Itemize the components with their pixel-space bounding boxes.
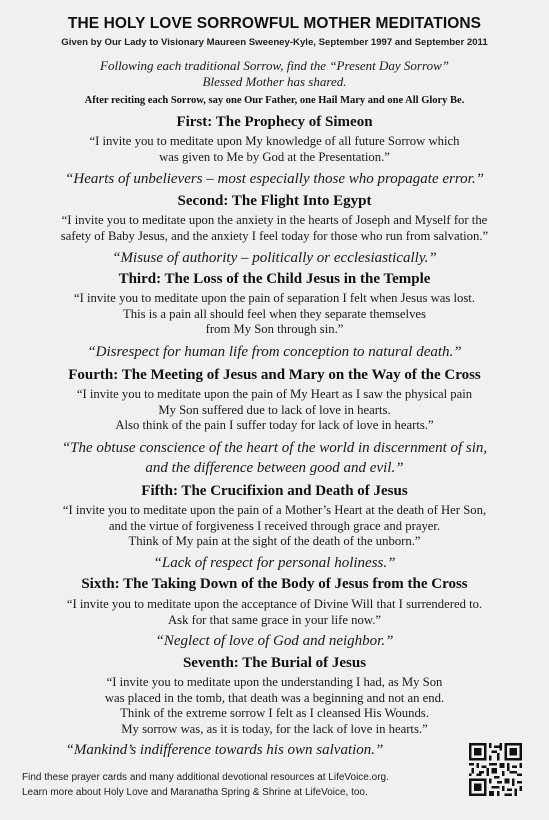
quote-line: “I invite you to meditate upon My knowledge of all future Sorrow which [89, 134, 460, 148]
quote-line: Think of the extreme sorrow I felt as I cleansed His Wounds. [120, 706, 429, 720]
qr-code-icon[interactable] [469, 743, 522, 796]
present-line: “Neglect of love of God and neighbor.” [155, 633, 394, 649]
present-line: “Misuse of authority – politically or ecclesiastically.” [112, 250, 437, 266]
sorrow-quote-third [14, 291, 535, 338]
quote-line: and the virtue of forgiveness I received through grace and prayer. [108, 518, 441, 533]
quote-line: Think of My pain at the sight of the death of the unborn.” [128, 534, 421, 548]
quote-line: This is a pain all should feel when they separate themselves [122, 306, 426, 321]
present-line: “Mankind’s indifference towards his own salvation.” [65, 742, 384, 758]
sorrow-quote-fourth [14, 387, 535, 434]
quote-line: My sorrow was, as it is today, for the lack of love in hearts.” [121, 721, 428, 736]
sorrow-heading-second: Second: The Flight Into Egypt [177, 193, 372, 209]
present-day-sorrow-seventh [0, 740, 499, 760]
intro-line: Following each traditional Sorrow, find the “Present Day Sorrow” [100, 58, 449, 73]
quote-line: Ask for that same grace in your life now.” [167, 612, 382, 627]
present-line: “The obtuse conscience of the heart of the world in discernment of sin, [61, 440, 488, 456]
footer-text [22, 770, 462, 800]
present-line: “Disrespect for human life from conception to natural death.” [87, 344, 462, 360]
footer-line: Find these prayer cards and many additional devotional resources at LifeVoice.org. [22, 772, 389, 783]
instruction-text: After reciting each Sorrow, say one Our Father, one Hail Mary and one All Glory Be. [84, 95, 465, 106]
sorrow-heading-fourth: Fourth: The Meeting of Jesus and Mary on the Way of the Cross [68, 367, 481, 383]
sorrow-heading-sixth: Sixth: The Taking Down of the Body of Jesus from the Cross [81, 576, 468, 592]
quote-line: was given to Me by God at the Presentation.” [159, 149, 390, 164]
quote-line: “I invite you to meditate upon the pain of My Heart as I saw the physical pain [76, 387, 473, 401]
present-day-sorrow-first [0, 169, 549, 189]
sorrow-heading-fifth: Fifth: The Crucifixion and Death of Jesus [141, 483, 408, 499]
quote-line: “I invite you to meditate upon the pain of a Mother’s Heart at the death of Her Son, [62, 503, 487, 517]
sorrow-quote-seventh [14, 675, 535, 737]
present-line: “Hearts of unbelievers – most especially those who propagate error.” [65, 171, 484, 187]
sorrow-quote-sixth [14, 597, 535, 628]
sorrow-quote-second [14, 213, 535, 244]
sorrow-heading-third: Third: The Loss of the Child Jesus in the Temple [118, 271, 431, 287]
quote-line: from My Son through sin.” [205, 322, 344, 336]
quote-line: safety of Baby Jesus, and the anxiety I feel today for those who run from salvation.” [60, 228, 489, 243]
present-line: and the difference between good and evil.” [145, 460, 404, 476]
quote-line: “I invite you to meditate upon the acceptance of Divine Will that I surrendered to. [66, 597, 483, 611]
quote-line: “I invite you to meditate upon the anxiety in the hearts of Joseph and Myself for the [61, 213, 488, 227]
present-line: “Lack of respect for personal holiness.” [153, 555, 396, 571]
quote-line: Also think of the pain I suffer today for lack of love in hearts.” [115, 418, 434, 432]
page-subtitle: Given by Our Lady to Visionary Maureen Sweeney-Kyle, September 1997 and September 2011 [61, 37, 488, 48]
intro-line: Blessed Mother has shared. [202, 74, 347, 89]
quote-line: was placed in the tomb, that death was a beginning and not an end. [104, 690, 445, 705]
present-day-sorrow-second [0, 248, 549, 268]
present-day-sorrow-fourth [0, 438, 549, 478]
sorrow-quote-first [14, 134, 535, 165]
present-day-sorrow-fifth [0, 553, 549, 573]
sorrow-heading-seventh: Seventh: The Burial of Jesus [182, 655, 367, 671]
footer-line: Learn more about Holy Love and Maranatha Spring & Shrine at LifeVoice, too. [22, 787, 368, 798]
quote-line: My Son suffered due to lack of love in hearts. [158, 402, 391, 417]
present-day-sorrow-third [0, 342, 549, 362]
sorrow-heading-first: First: The Prophecy of Simeon [176, 114, 373, 130]
page-title: THE HOLY LOVE SORROWFUL MOTHER MEDITATIONS [67, 15, 482, 32]
present-day-sorrow-sixth [0, 631, 549, 651]
sorrow-quote-fifth [14, 503, 535, 550]
quote-line: “I invite you to meditate upon the understanding I had, as My Son [106, 675, 443, 689]
quote-line: “I invite you to meditate upon the pain of separation I felt when Jesus was lost. [74, 291, 475, 305]
intro-text [0, 58, 549, 90]
